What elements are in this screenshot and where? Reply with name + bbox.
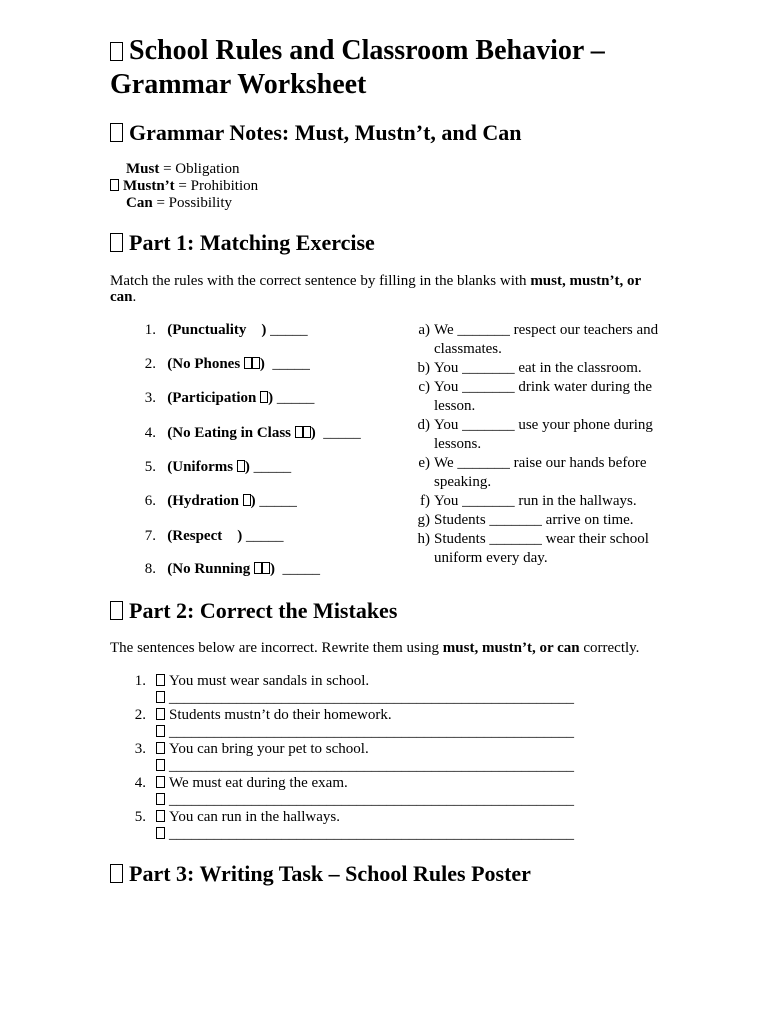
missing-glyph-icon	[295, 426, 303, 438]
cross-icon	[156, 742, 165, 754]
missing-glyph-icon	[110, 864, 123, 883]
mistake-item: 5. You can run in the hallways. ______________________________________________________	[134, 809, 574, 842]
answer-blank[interactable]: _____	[276, 390, 315, 406]
answer-blank[interactable]: _____	[245, 528, 284, 544]
missing-glyph-icon	[243, 494, 251, 506]
grammar-notes-heading: Grammar Notes: Must, Mustn’t, and Can	[110, 120, 522, 146]
answer-blank[interactable]: _____	[272, 356, 310, 372]
answer-blank[interactable]: _____	[323, 425, 361, 441]
mistake-item: 1. You must wear sandals in school. ______________________________________________________	[134, 673, 574, 706]
answer-blank[interactable]: _____	[270, 322, 308, 338]
missing-glyph-icon	[303, 426, 311, 438]
note-must: Must = Obligation	[126, 161, 240, 177]
rule-item: 6. (Hydration ) _____	[144, 493, 297, 509]
answer-line[interactable]: ______________________________________________________	[169, 826, 574, 842]
mistake-item: 2. Students mustn’t do their homework. ______________________________________________________	[134, 707, 574, 740]
missing-glyph-icon	[262, 562, 270, 574]
answer-line[interactable]: ______________________________________________________	[169, 690, 574, 706]
sentence-item: b) You _______ eat in the classroom.	[417, 360, 642, 376]
sentence-item: a) We _______ respect our teachers and classmates.	[418, 322, 659, 357]
mistake-list	[110, 673, 670, 843]
check-icon	[156, 827, 165, 839]
sentence-item: d) You _______ use your phone during lessons.	[417, 417, 653, 452]
answer-line[interactable]: ______________________________________________________	[169, 792, 574, 808]
missing-glyph-icon	[244, 357, 252, 369]
rule-item: 1. (Punctuality ) _____	[144, 322, 308, 338]
cross-icon	[156, 674, 165, 686]
part1-instruction: Match the rules with the correct sentence by filling in the blanks with must, mustn’t, or can.	[110, 273, 641, 305]
missing-glyph-icon	[110, 179, 119, 191]
missing-glyph-icon	[254, 562, 262, 574]
part1-heading: Part 1: Matching Exercise	[110, 230, 375, 256]
missing-glyph-icon	[110, 123, 123, 142]
rule-item: 7. (Respect ) _____	[144, 528, 284, 544]
cross-icon	[156, 810, 165, 822]
note-can: Can = Possibility	[126, 195, 233, 211]
sentence-item: g) Students _______ arrive on time.	[417, 512, 634, 528]
missing-glyph-icon	[260, 391, 268, 403]
sentence-list	[416, 321, 676, 568]
sentence-item: e) We _______ raise our hands before speaking.	[418, 455, 647, 490]
answer-blank[interactable]: _____	[253, 459, 292, 475]
check-icon	[156, 725, 165, 737]
part2-instruction: The sentences below are incorrect. Rewrite them using must, mustn’t, or can correctly.	[110, 640, 640, 656]
cross-icon	[156, 776, 165, 788]
missing-glyph-icon	[110, 42, 123, 61]
check-icon	[156, 793, 165, 805]
rule-item: 2. (No Phones ) _____	[144, 356, 310, 372]
rule-item: 3. (Participation ) _____	[144, 390, 315, 406]
rule-item: 8. (No Running ) _____	[144, 561, 320, 577]
missing-glyph-icon	[110, 601, 123, 620]
sentence-item: f) You _______ run in the hallways.	[420, 493, 637, 509]
answer-line[interactable]: ______________________________________________________	[169, 758, 574, 774]
answer-blank[interactable]: _____	[259, 493, 297, 509]
part2-heading: Part 2: Correct the Mistakes	[110, 598, 397, 624]
missing-glyph-icon	[110, 233, 123, 252]
check-icon	[156, 759, 165, 771]
cross-icon	[156, 708, 165, 720]
sentence-item: c) You _______ drink water during the lesson.	[418, 379, 653, 414]
rule-item: 4. (No Eating in Class ) _____	[144, 425, 361, 441]
part3-heading: Part 3: Writing Task – School Rules Poster	[110, 861, 531, 887]
answer-blank[interactable]: _____	[282, 561, 320, 577]
grammar-notes-list	[110, 161, 258, 212]
sentence-item: h) Students _______ wear their school uniform every day.	[417, 531, 649, 566]
rule-item: 5. (Uniforms ) _____	[144, 459, 292, 475]
missing-glyph-icon	[252, 357, 260, 369]
mistake-item: 4. We must eat during the exam. ______________________________________________________	[134, 775, 574, 808]
mistake-item: 3. You can bring your pet to school. ______________________________________________________	[134, 741, 574, 774]
check-icon	[156, 691, 165, 703]
answer-line[interactable]: ______________________________________________________	[169, 724, 574, 740]
page-title: School Rules and Classroom Behavior – Grammar Worksheet	[110, 35, 605, 100]
note-mustnt: Mustn’t = Prohibition	[110, 178, 258, 195]
missing-glyph-icon	[237, 460, 245, 472]
